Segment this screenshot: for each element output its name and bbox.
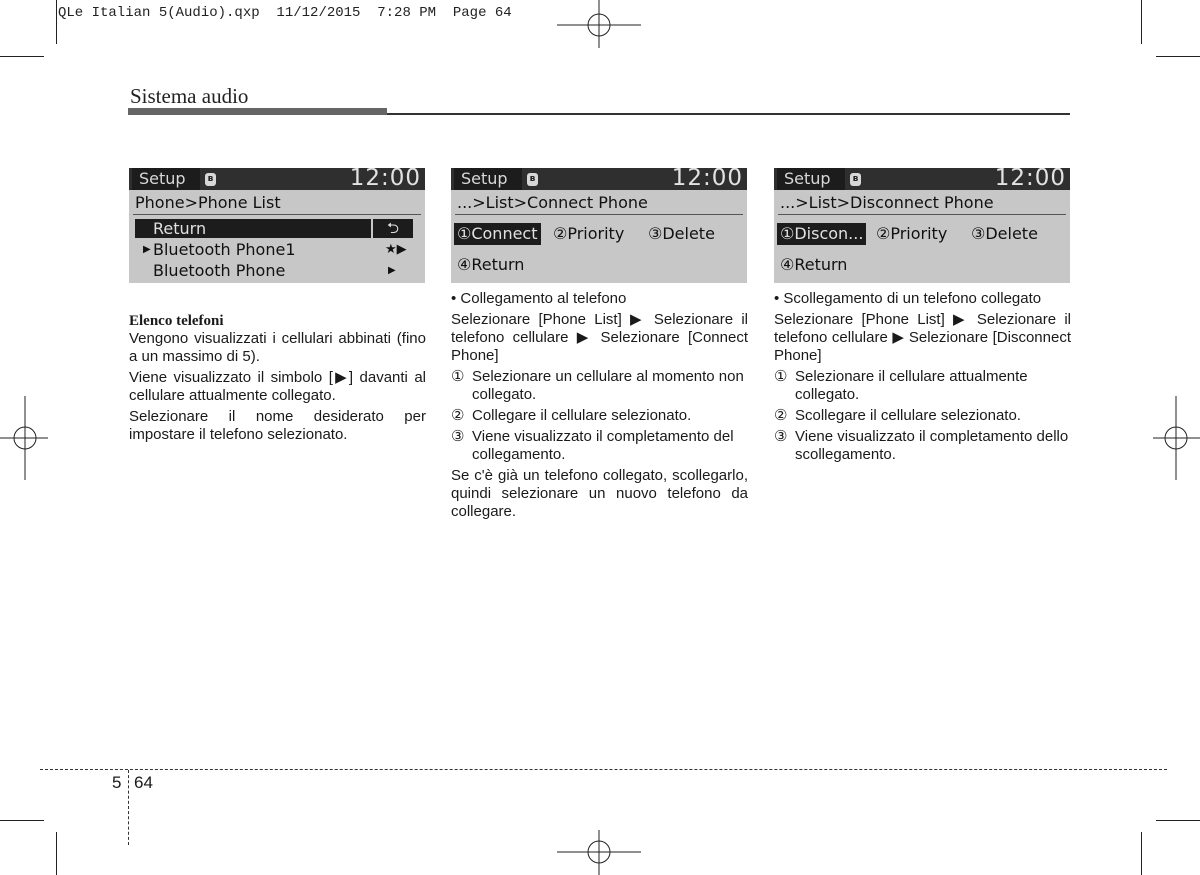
delete-option: ③Delete (971, 224, 1038, 243)
bullet-heading: • Collegamento al telefono (451, 290, 627, 307)
screen-path: ...>List>Disconnect Phone (780, 193, 994, 212)
title-rule-thin (387, 113, 1070, 115)
step-item (774, 428, 1071, 464)
phone-list-description (129, 312, 426, 444)
connect-phone-description (451, 290, 748, 521)
paragraph: Selezionare [Phone List] ▶ Selezionare il telefono cellulare ▶ Selezionare [Connect Phone] (451, 311, 748, 364)
screen-header (451, 168, 747, 190)
step-number: ① (451, 368, 465, 385)
step-text: Viene visualizzato il completamento dello scollegamento. (795, 428, 1069, 463)
paragraph: Selezionare [Phone List] ▶ Selezionare il telefono cellulare ▶ Selezionare [Disconnect Phone] (774, 311, 1071, 364)
connected-marker-icon: ▶ (143, 244, 151, 255)
step-number: ③ (774, 428, 788, 445)
return-row: Return (135, 219, 371, 238)
connect-phone-screen (451, 168, 747, 283)
phone-row: Bluetooth Phone1 (153, 240, 296, 259)
return-option: ④Return (780, 255, 848, 274)
footer-rule (40, 769, 1167, 770)
disconnect-phone-screen (774, 168, 1070, 283)
priority-option: ②Priority (553, 224, 625, 243)
step-number: ① (774, 368, 788, 385)
setup-tab: Setup (777, 168, 845, 190)
arrow-icon: ▶ (388, 265, 396, 276)
step-text: Scollegare il cellulare selezionato. (795, 407, 1021, 424)
clock: 12:00 (349, 168, 421, 191)
step-text: Collegare il cellulare selezionato. (472, 407, 692, 424)
screen-path: ...>List>Connect Phone (457, 193, 648, 212)
bluetooth-icon: ʙ (850, 173, 861, 186)
bluetooth-icon: ʙ (205, 173, 216, 186)
section-heading: Elenco telefoni (129, 313, 224, 329)
priority-option: ②Priority (876, 224, 948, 243)
step-text: Selezionare il cellulare attualmente collegato. (795, 368, 1028, 403)
screen-header (774, 168, 1070, 190)
screen-header (129, 168, 425, 190)
return-option: ④Return (457, 255, 525, 274)
screen-divider (778, 214, 1066, 215)
paragraph: Selezionare il nome desiderato per impostare il telefono selezionato. (129, 408, 426, 443)
star-arrow-icon: ★▶ (385, 242, 407, 257)
connect-option: ①Connect (454, 223, 541, 245)
step-item (774, 368, 1071, 404)
disconnect-option: ①Discon... (777, 223, 866, 245)
step-item (451, 428, 748, 464)
paragraph: Vengono visualizzati i cellulari abbinati (fino a un massimo di 5). (129, 330, 426, 365)
paragraph: Se c'è già un telefono collegato, scollegarlo, quindi selezionare un nuovo telefono da collegare. (451, 467, 748, 520)
setup-tab: Setup (454, 168, 522, 190)
step-number: ② (774, 407, 788, 424)
back-icon: ⮌ (373, 219, 413, 238)
title-rule-thick (128, 108, 387, 115)
section-title: Sistema audio (130, 84, 249, 108)
clock: 12:00 (994, 168, 1066, 191)
step-item (451, 407, 748, 425)
phone-row: Bluetooth Phone (153, 261, 286, 280)
step-number: ③ (451, 428, 465, 445)
footer-divider (128, 770, 129, 845)
clock: 12:00 (671, 168, 743, 191)
printer-slug: QLe Italian 5(Audio).qxp 11/12/2015 7:28 PM Page 64 (58, 5, 512, 21)
screen-divider (455, 214, 743, 215)
bluetooth-icon: ʙ (527, 173, 538, 186)
paragraph: Viene visualizzato il simbolo [▶] davanti al cellulare attualmente collegato. (129, 369, 426, 404)
screen-path: Phone>Phone List (135, 193, 281, 212)
step-item (774, 407, 1071, 425)
setup-tab: Setup (132, 168, 200, 190)
bullet-heading: • Scollegamento di un telefono collegato (774, 290, 1042, 307)
step-item (451, 368, 748, 404)
page-number: 64 (134, 773, 153, 792)
step-number: ② (451, 407, 465, 424)
phone-list-screen (129, 168, 425, 283)
step-text: Viene visualizzato il completamento del collegamento. (472, 428, 734, 463)
disconnect-phone-description (774, 290, 1071, 464)
screen-divider (133, 214, 421, 215)
delete-option: ③Delete (648, 224, 715, 243)
chapter-number: 5 (112, 773, 122, 792)
step-text: Selezionare un cellulare al momento non collegato. (472, 368, 744, 403)
